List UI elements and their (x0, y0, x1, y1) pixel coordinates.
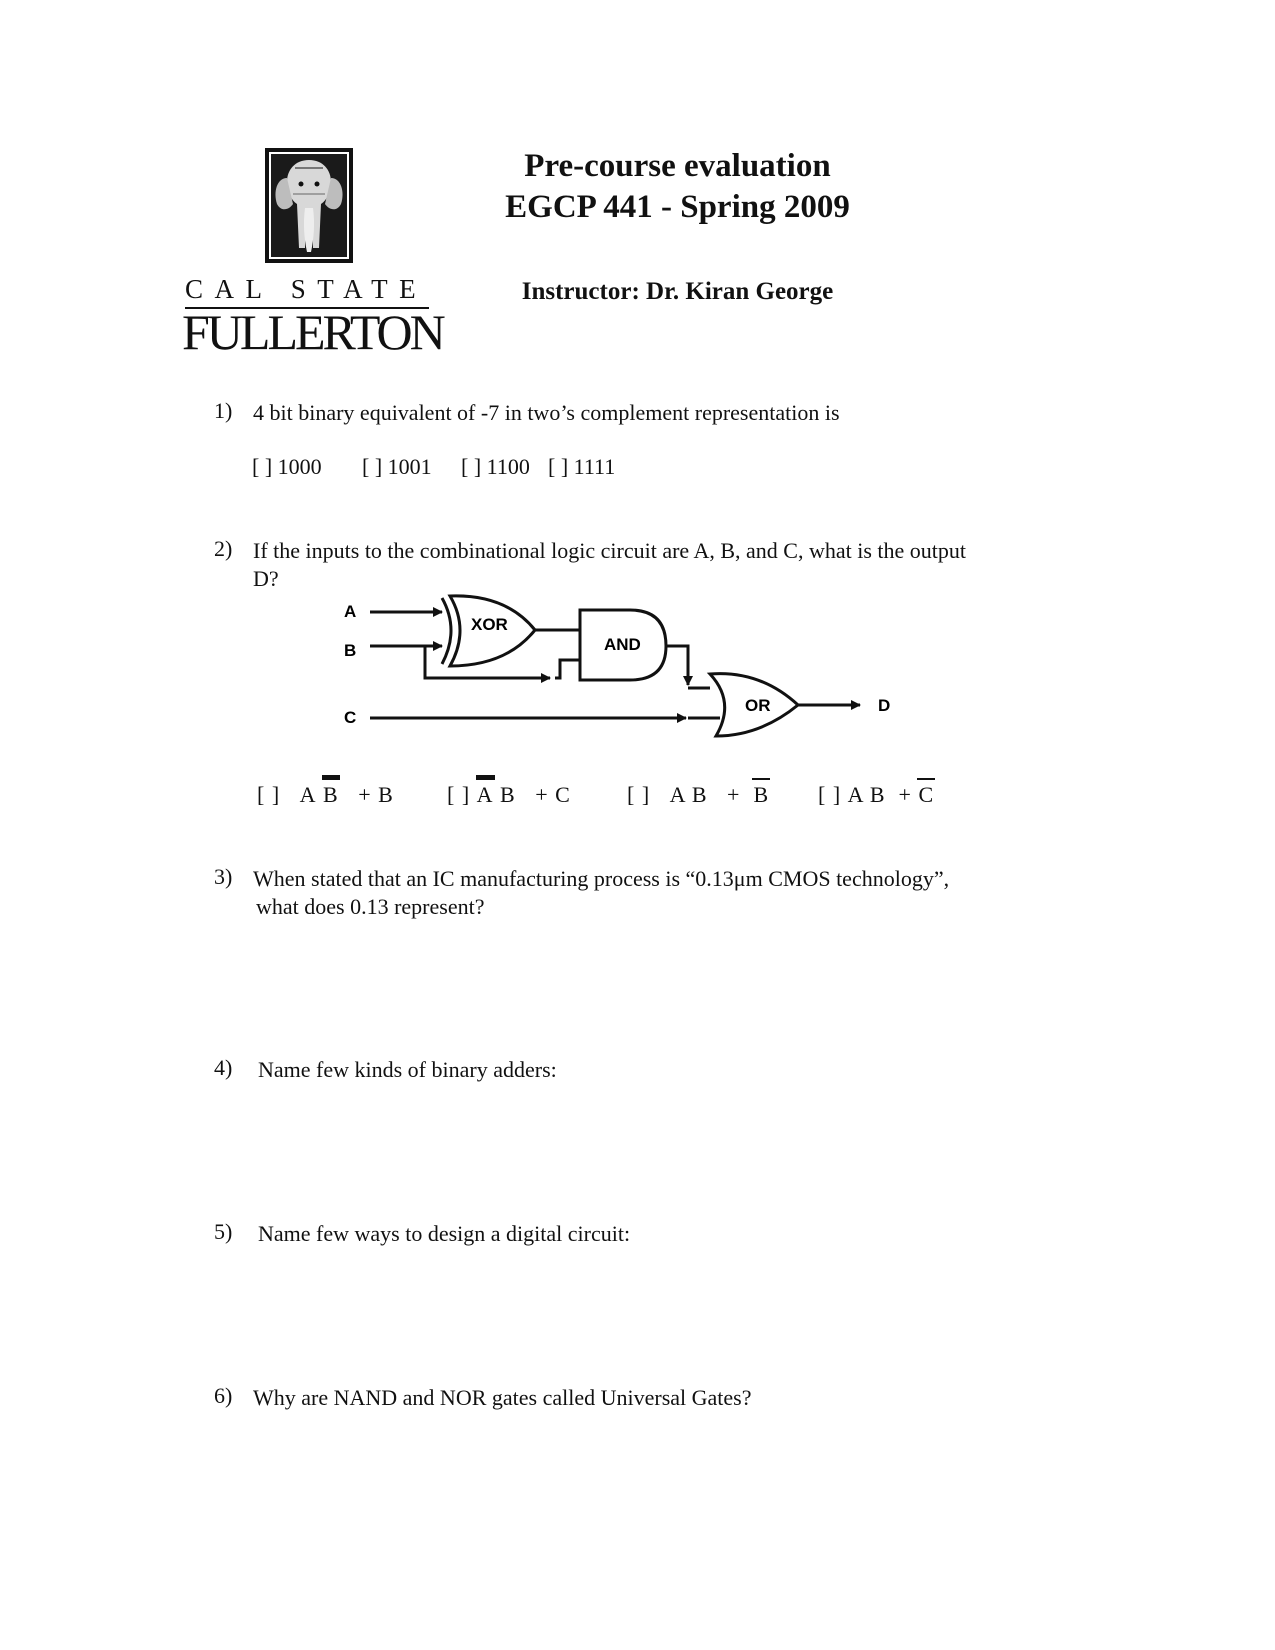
question-6-number: 6) (214, 1383, 233, 1408)
checkbox-3[interactable]: [ ] (627, 782, 651, 807)
and-gate-label: AND (604, 635, 641, 654)
term-plus-c: + C (535, 782, 571, 807)
question-3-number: 3) (214, 864, 233, 889)
question-2-text-line-1: If the inputs to the combinational logic circuit are A, B, and C, what is the output (253, 538, 967, 563)
term-a: A (299, 782, 317, 807)
question-1-option-3[interactable]: [ ] 1100 (461, 454, 530, 479)
logic-circuit-diagram (330, 590, 910, 750)
checkbox-1[interactable]: [ ] (257, 782, 281, 807)
elephant-logo-icon (265, 148, 353, 263)
term-b-bar: B (323, 782, 339, 807)
term-plus: + (898, 782, 912, 807)
question-6-text: Why are NAND and NOR gates called Universal Gates? (253, 1385, 752, 1410)
term-b-bar: B (753, 782, 770, 807)
xor-gate-label: XOR (471, 615, 508, 634)
question-2-option-2[interactable] (447, 782, 571, 808)
question-4-text: Name few kinds of binary adders: (258, 1057, 557, 1082)
question-3-text-line-2: what does 0.13 represent? (256, 894, 485, 919)
term-plus-b: + B (358, 782, 394, 807)
question-1-number: 1) (214, 398, 233, 423)
term-plus: + (727, 782, 741, 807)
logo-text-cal-state: CAL STATE (185, 274, 428, 304)
question-1-text: 4 bit binary equivalent of -7 in two’s complement representation is (253, 400, 840, 425)
question-1-option-1[interactable]: [ ] 1000 (252, 454, 322, 479)
instructor-name: Instructor: Dr. Kiran George (521, 278, 834, 305)
or-gate-label: OR (745, 696, 771, 715)
question-2-option-1[interactable] (257, 782, 394, 808)
course-title: EGCP 441 - Spring 2009 (505, 189, 850, 225)
question-1-option-4[interactable]: [ ] 1111 (548, 454, 616, 479)
output-d-label: D (878, 696, 891, 715)
logo-text-fullerton: FULLERTON (182, 304, 443, 360)
question-2-option-3[interactable] (627, 782, 769, 808)
term-b: B (500, 782, 516, 807)
input-a-label: A (344, 602, 357, 621)
input-b-label: B (344, 641, 357, 660)
term-a-bar: A (476, 782, 494, 807)
checkbox-2[interactable]: [ ] (447, 782, 471, 807)
question-1-option-2[interactable]: [ ] 1001 (362, 454, 432, 479)
term-ab: A B (847, 782, 886, 807)
question-5-number: 5) (214, 1219, 233, 1244)
wire-to-and-lower (555, 660, 580, 678)
checkbox-4[interactable]: [ ] (818, 782, 842, 807)
question-2-option-4[interactable] (818, 782, 934, 808)
question-3-text-line-1: When stated that an IC manufacturing process is “0.13μm CMOS technology”, (253, 866, 950, 891)
question-5-text: Name few ways to design a digital circuit: (258, 1221, 631, 1246)
question-2-number: 2) (214, 536, 233, 561)
question-2-text-line-2: D? (253, 566, 279, 591)
input-c-label: C (344, 708, 357, 727)
document-title: Pre-course evaluation (524, 148, 831, 184)
wire-and-out (666, 646, 688, 685)
term-c-bar: C (918, 782, 935, 807)
question-4-number: 4) (214, 1055, 233, 1080)
term-ab: A B (669, 782, 708, 807)
university-logo (182, 148, 443, 360)
xor-gate-back-curve (442, 598, 451, 664)
